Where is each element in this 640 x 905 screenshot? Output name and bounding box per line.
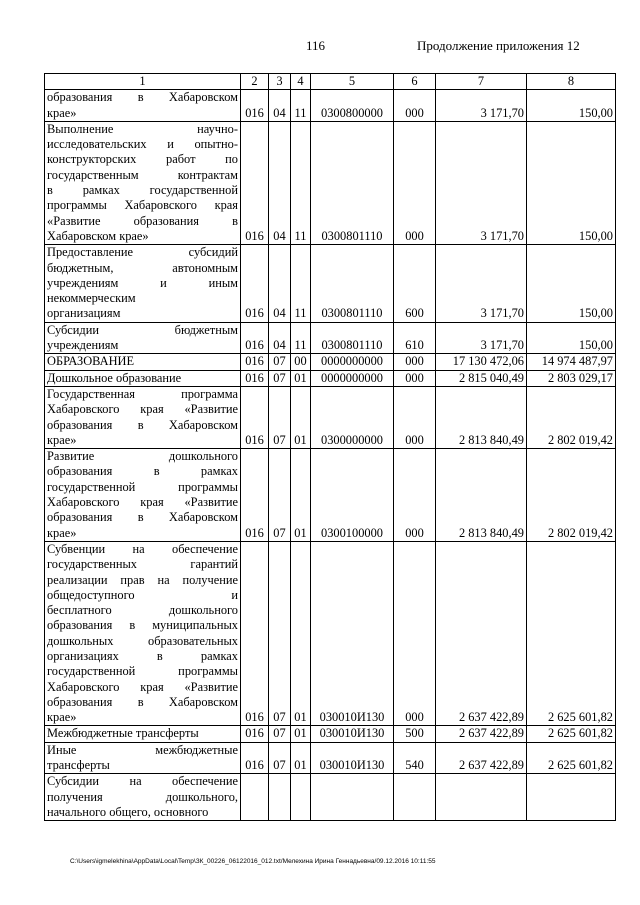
row-name-cell: [45, 370, 241, 386]
code-admin-cell: 016: [241, 541, 269, 726]
table-header-row: [45, 74, 616, 90]
row-name-line: Субсидии бюджетным: [47, 322, 238, 337]
row-name-line: учреждениям: [47, 338, 119, 353]
table-row: [45, 774, 616, 821]
code-target-item-cell: 030010И130: [311, 541, 394, 726]
code-subsection-cell: 01: [291, 742, 311, 774]
row-name-cell: [45, 774, 241, 821]
amount-year-2-cell: 14 974 487,97: [527, 354, 616, 370]
row-name-line: государственной программы: [47, 479, 238, 494]
table-row: [45, 370, 616, 386]
code-admin-cell: [241, 774, 269, 821]
amount-year-2-cell: 2 803 029,17: [527, 370, 616, 386]
row-name-line: некоммерческим: [47, 291, 136, 306]
code-expense-type-cell: 000: [394, 386, 436, 448]
code-subsection-cell: 11: [291, 90, 311, 122]
code-target-item-cell: 0300801110: [311, 121, 394, 244]
row-name-line: Субсидии на обеспечение: [47, 774, 238, 789]
code-subsection-cell: 01: [291, 370, 311, 386]
code-expense-type-cell: [394, 774, 436, 821]
amount-year-2-cell: 2 802 019,42: [527, 449, 616, 542]
code-admin-cell: 016: [241, 322, 269, 354]
table-row: [45, 449, 616, 542]
amount-year-1-cell: 3 171,70: [436, 121, 527, 244]
row-name-line: организациям: [47, 306, 121, 321]
code-target-item-cell: 0000000000: [311, 370, 394, 386]
code-subsection-cell: [291, 774, 311, 821]
code-expense-type-cell: 600: [394, 245, 436, 322]
row-name-line: Иные межбюджетные: [47, 742, 238, 757]
row-name-line: Хабаровского края «Развитие: [47, 402, 238, 417]
row-name-line: Государственная программа: [47, 386, 238, 401]
row-name-cell: [45, 322, 241, 354]
row-name-line: государственным контрактам: [47, 167, 238, 182]
amount-year-2-cell: 2 802 019,42: [527, 386, 616, 448]
row-name-line: дошкольных образовательных: [47, 633, 238, 648]
amount-year-1-cell: [436, 774, 527, 821]
amount-year-2-cell: 2 625 601,82: [527, 742, 616, 774]
code-section-cell: 04: [269, 121, 291, 244]
code-target-item-cell: 0300801110: [311, 245, 394, 322]
row-name-cell: [45, 541, 241, 726]
row-name-line: в рамках государственной: [47, 183, 238, 198]
appendix-continuation-label: Продолжение приложения 12: [417, 38, 580, 53]
code-subsection-cell: 11: [291, 245, 311, 322]
code-expense-type-cell: 000: [394, 449, 436, 542]
row-name-line: государственной программы: [47, 664, 238, 679]
code-section-cell: 07: [269, 449, 291, 542]
amount-year-1-cell: 2 637 422,89: [436, 726, 527, 742]
code-target-item-cell: 0300800000: [311, 90, 394, 122]
row-name-line: крае»: [47, 525, 77, 540]
amount-year-1-cell: 2 813 840,49: [436, 449, 527, 542]
code-expense-type-cell: 000: [394, 354, 436, 370]
code-admin-cell: 016: [241, 386, 269, 448]
row-name-cell: [45, 742, 241, 774]
table-row: [45, 726, 616, 742]
row-name-line: крае»: [47, 105, 77, 120]
amount-year-2-cell: 2 625 601,82: [527, 541, 616, 726]
column-header: 7: [436, 74, 527, 90]
code-subsection-cell: 01: [291, 726, 311, 742]
row-name-line: учреждениям и иным: [47, 275, 238, 290]
column-header: 1: [45, 74, 241, 90]
document-footer-path: C:\Users\igmelekhina\AppData\Local\Temp\ЗК_00226_06122016_012.txt/Мелехина Ирина Геннадьевна/09.12.2016 10:11:55: [70, 858, 436, 865]
column-header: 6: [394, 74, 436, 90]
row-name-line: получения дошкольного,: [47, 789, 238, 804]
row-name-line: Дошкольное образование: [47, 370, 182, 385]
column-header: 2: [241, 74, 269, 90]
code-target-item-cell: 030010И130: [311, 742, 394, 774]
code-target-item-cell: 0300000000: [311, 386, 394, 448]
amount-year-1-cell: 17 130 472,06: [436, 354, 527, 370]
code-expense-type-cell: 000: [394, 541, 436, 726]
code-section-cell: 07: [269, 354, 291, 370]
row-name-line: образования в Хабаровском: [47, 510, 238, 525]
amount-year-1-cell: 2 813 840,49: [436, 386, 527, 448]
table-row: [45, 121, 616, 244]
amount-year-2-cell: 150,00: [527, 245, 616, 322]
column-header: 4: [291, 74, 311, 90]
amount-year-1-cell: 3 171,70: [436, 90, 527, 122]
code-expense-type-cell: 000: [394, 121, 436, 244]
code-subsection-cell: 01: [291, 449, 311, 542]
row-name-cell: [45, 449, 241, 542]
row-name-cell: [45, 121, 241, 244]
amount-year-2-cell: 150,00: [527, 322, 616, 354]
code-section-cell: 07: [269, 726, 291, 742]
column-header: 8: [527, 74, 616, 90]
table-row: [45, 322, 616, 354]
row-name-line: государственных гарантий: [47, 557, 238, 572]
table-row: [45, 90, 616, 122]
code-expense-type-cell: 610: [394, 322, 436, 354]
row-name-cell: [45, 354, 241, 370]
row-name-line: реализации прав на получение: [47, 572, 238, 587]
code-expense-type-cell: 000: [394, 370, 436, 386]
code-expense-type-cell: 540: [394, 742, 436, 774]
column-header: 3: [269, 74, 291, 90]
code-section-cell: 07: [269, 742, 291, 774]
code-target-item-cell: 0000000000: [311, 354, 394, 370]
code-subsection-cell: 11: [291, 121, 311, 244]
amount-year-1-cell: 3 171,70: [436, 245, 527, 322]
row-name-line: Хабаровском крае»: [47, 228, 149, 243]
code-target-item-cell: 030010И130: [311, 726, 394, 742]
row-name-line: Межбюджетные трансферты: [47, 726, 199, 741]
row-name-line: трансферты: [47, 758, 110, 773]
code-section-cell: 04: [269, 245, 291, 322]
row-name-line: ОБРАЗОВАНИЕ: [47, 354, 135, 369]
code-subsection-cell: 01: [291, 386, 311, 448]
row-name-line: образования в Хабаровском: [47, 417, 238, 432]
code-section-cell: 04: [269, 90, 291, 122]
row-name-line: «Развитие образования в: [47, 213, 238, 228]
row-name-line: крае»: [47, 432, 77, 447]
page-number: 116: [306, 38, 326, 53]
row-name-line: Развитие дошкольного: [47, 449, 238, 464]
amount-year-1-cell: 2 815 040,49: [436, 370, 527, 386]
code-subsection-cell: 11: [291, 322, 311, 354]
amount-year-1-cell: 2 637 422,89: [436, 541, 527, 726]
row-name-line: начального общего, основного: [47, 804, 209, 819]
row-name-line: Субвенции на обеспечение: [47, 541, 238, 556]
amount-year-1-cell: 3 171,70: [436, 322, 527, 354]
row-name-line: бюджетным, автономным: [47, 260, 238, 275]
code-expense-type-cell: 500: [394, 726, 436, 742]
table-row: [45, 541, 616, 726]
row-name-line: Хабаровского края «Развитие: [47, 495, 238, 510]
code-target-item-cell: 0300801110: [311, 322, 394, 354]
amount-year-2-cell: 150,00: [527, 121, 616, 244]
code-section-cell: 07: [269, 370, 291, 386]
code-section-cell: 07: [269, 386, 291, 448]
row-name-line: организациях в рамках: [47, 648, 238, 663]
code-section-cell: 04: [269, 322, 291, 354]
row-name-line: крае»: [47, 710, 77, 725]
row-name-line: образования в Хабаровском: [47, 90, 238, 105]
code-admin-cell: 016: [241, 245, 269, 322]
code-target-item-cell: [311, 774, 394, 821]
code-target-item-cell: 0300100000: [311, 449, 394, 542]
code-admin-cell: 016: [241, 90, 269, 122]
amount-year-2-cell: 150,00: [527, 90, 616, 122]
table-row: [45, 354, 616, 370]
row-name-cell: [45, 726, 241, 742]
code-subsection-cell: 01: [291, 541, 311, 726]
row-name-line: общедоступного и: [47, 587, 238, 602]
code-admin-cell: 016: [241, 370, 269, 386]
table-row: [45, 742, 616, 774]
row-name-line: программы Хабаровского края: [47, 198, 238, 213]
table-row: [45, 386, 616, 448]
row-name-line: Хабаровского края «Развитие: [47, 679, 238, 694]
row-name-cell: [45, 245, 241, 322]
amount-year-2-cell: [527, 774, 616, 821]
row-name-line: Предоставление субсидий: [47, 245, 238, 260]
code-admin-cell: 016: [241, 742, 269, 774]
amount-year-1-cell: 2 637 422,89: [436, 742, 527, 774]
column-header: 5: [311, 74, 394, 90]
code-admin-cell: 016: [241, 449, 269, 542]
code-section-cell: 07: [269, 541, 291, 726]
row-name-cell: [45, 386, 241, 448]
budget-table: [44, 73, 616, 821]
row-name-line: образования в рамках: [47, 464, 238, 479]
code-subsection-cell: 00: [291, 354, 311, 370]
code-admin-cell: 016: [241, 354, 269, 370]
row-name-line: Выполнение научно-: [47, 121, 238, 136]
row-name-cell: [45, 90, 241, 122]
code-section-cell: [269, 774, 291, 821]
code-expense-type-cell: 000: [394, 90, 436, 122]
amount-year-2-cell: 2 625 601,82: [527, 726, 616, 742]
row-name-line: образования в муниципальных: [47, 618, 238, 633]
table-row: [45, 245, 616, 322]
row-name-line: исследовательских и опытно-: [47, 137, 238, 152]
code-admin-cell: 016: [241, 121, 269, 244]
row-name-line: бесплатного дошкольного: [47, 603, 238, 618]
row-name-line: образования в Хабаровском: [47, 694, 238, 709]
code-admin-cell: 016: [241, 726, 269, 742]
row-name-line: конструкторских работ по: [47, 152, 238, 167]
